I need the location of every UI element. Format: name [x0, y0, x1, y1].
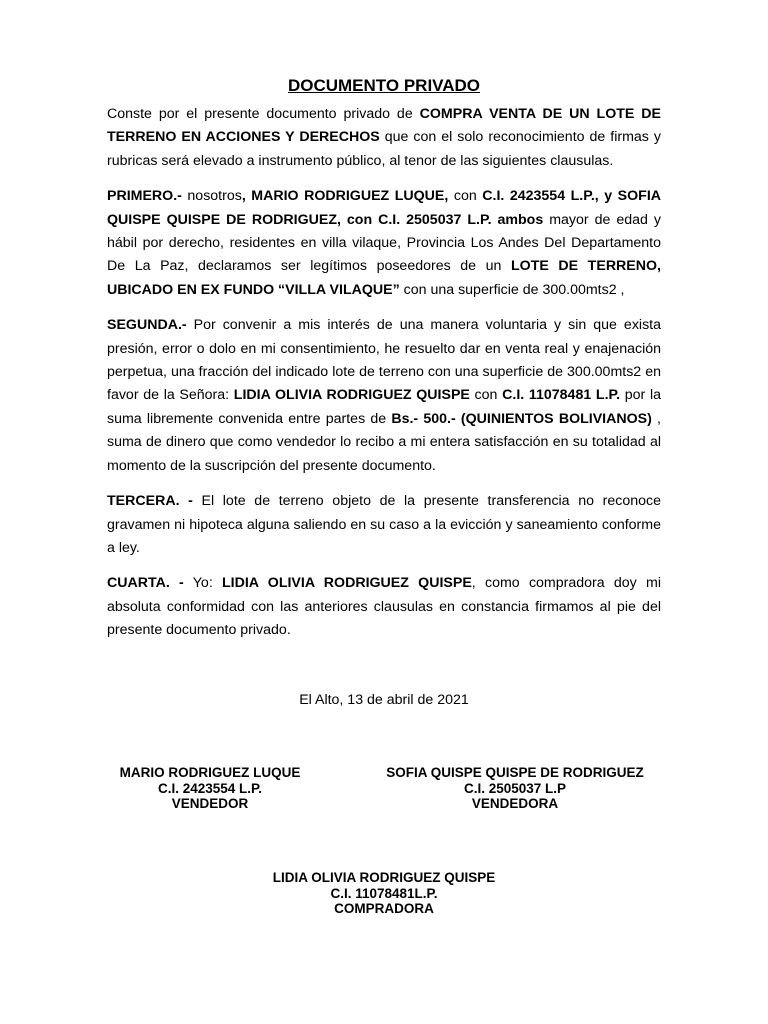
- primero-text-4: con una superficie de 300.00mts2 ,: [399, 281, 625, 298]
- intro-text-2: que con el solo reconocimiento de firmas y rubricas será elevado a instrumento público, al tenor de las siguientes clausulas.: [107, 129, 661, 169]
- signature-name: LIDIA OLIVIA RODRIGUEZ QUISPE: [272, 870, 496, 885]
- signature-name: SOFIA QUISPE QUISPE DE RODRIGUEZ: [386, 765, 644, 780]
- clause-primero-label: PRIMERO.-: [107, 188, 182, 205]
- intro-text-1: Conste por el presente documento privado de: [107, 106, 420, 122]
- signature-block-buyer: [234, 870, 534, 917]
- segunda-bold-3: Bs.- 500.- (QUINIENTOS BOLIVIANOS): [391, 410, 652, 427]
- segunda-text-3: por la suma libremente convenida entre partes de: [107, 387, 662, 427]
- primero-text-1: nosotros: [181, 188, 242, 205]
- signature-role: VENDEDORA: [471, 796, 559, 812]
- clause-primero: [107, 185, 661, 302]
- segunda-text-1: Por convenir a mis interés de una manera voluntaria y sin que exista presión, error o dolo en mi consentimiento, he resuelto dar en venta real y enajenación perpetua, una fracción del indicado lote de terreno con una superficie de 300.00mts2 en favor de la Señora:: [107, 317, 661, 404]
- signature-block-seller-2: [360, 765, 670, 812]
- primero-bold-1: , MARIO RODRIGUEZ LUQUE,: [241, 188, 449, 205]
- primero-text-2: con: [448, 188, 483, 205]
- segunda-text-2: con: [469, 387, 503, 404]
- cuarta-bold-1: LIDIA OLIVIA RODRIGUEZ QUISPE: [222, 575, 472, 592]
- primero-text-3: mayor de edad y hábil por derecho, residentes en villa vilaque, Provincia Los Andes Del Departamento De La Paz, declaramos ser legítimos poseedores de un: [107, 211, 661, 275]
- signature-ci: C.I. 11078481L.P.: [330, 885, 438, 901]
- clause-segunda: [107, 314, 661, 478]
- clause-cuarta: [107, 572, 661, 642]
- segunda-bold-2: C.I. 11078481 L.P.: [502, 387, 621, 404]
- segunda-bold-1: LIDIA OLIVIA RODRIGUEZ QUISPE: [233, 387, 470, 404]
- intro-bold-1: COMPRA VENTA DE UN LOTE DE TERRENO EN ACCIONES Y DERECHOS: [107, 106, 661, 146]
- intro-paragraph: [107, 103, 661, 173]
- cuarta-text-2: , como compradora doy mi absoluta conformidad con las anteriores clausulas en constancia firmamos al pie del presente documento privado.: [107, 575, 661, 639]
- signature-block-seller-1: [100, 765, 320, 812]
- document-date: El Alto, 13 de abril de 2021: [299, 692, 469, 708]
- segunda-text-4: , suma de dinero que como vendedor lo recibo a mi entera satisfacción en su totalidad al momento de la suscripción del presente documento.: [107, 410, 661, 474]
- cuarta-text-1: Yo:: [183, 575, 223, 592]
- primero-bold-3: LOTE DE TERRENO, UBICADO EN EX FUNDO “VILLA VILAQUE”: [107, 258, 661, 298]
- signature-name: MARIO RODRIGUEZ LUQUE: [119, 765, 301, 780]
- signature-ci: C.I. 2505037 L.P: [463, 780, 567, 796]
- clause-tercera: [107, 490, 661, 560]
- document-title: DOCUMENTO PRIVADO: [287, 76, 481, 95]
- clause-cuarta-label: CUARTA. -: [107, 575, 184, 592]
- signature-role: COMPRADORA: [334, 901, 434, 917]
- document-body: [107, 103, 661, 655]
- tercera-text-1: El lote de terreno objeto de la presente transferencia no reconoce gravamen ni hipoteca alguna saliendo en su caso a la evicción y saneamiento conforme a ley.: [107, 493, 661, 556]
- signature-role: VENDEDOR: [171, 796, 249, 812]
- clause-segunda-label: SEGUNDA.-: [107, 317, 187, 334]
- signature-ci: C.I. 2423554 L.P.: [157, 780, 263, 796]
- primero-bold-2: C.I. 2423554 L.P., y SOFIA QUISPE QUISPE DE RODRIGUEZ, con C.I. 2505037 L.P. ambos: [107, 188, 662, 228]
- clause-tercera-label: TERCERA. -: [107, 493, 193, 510]
